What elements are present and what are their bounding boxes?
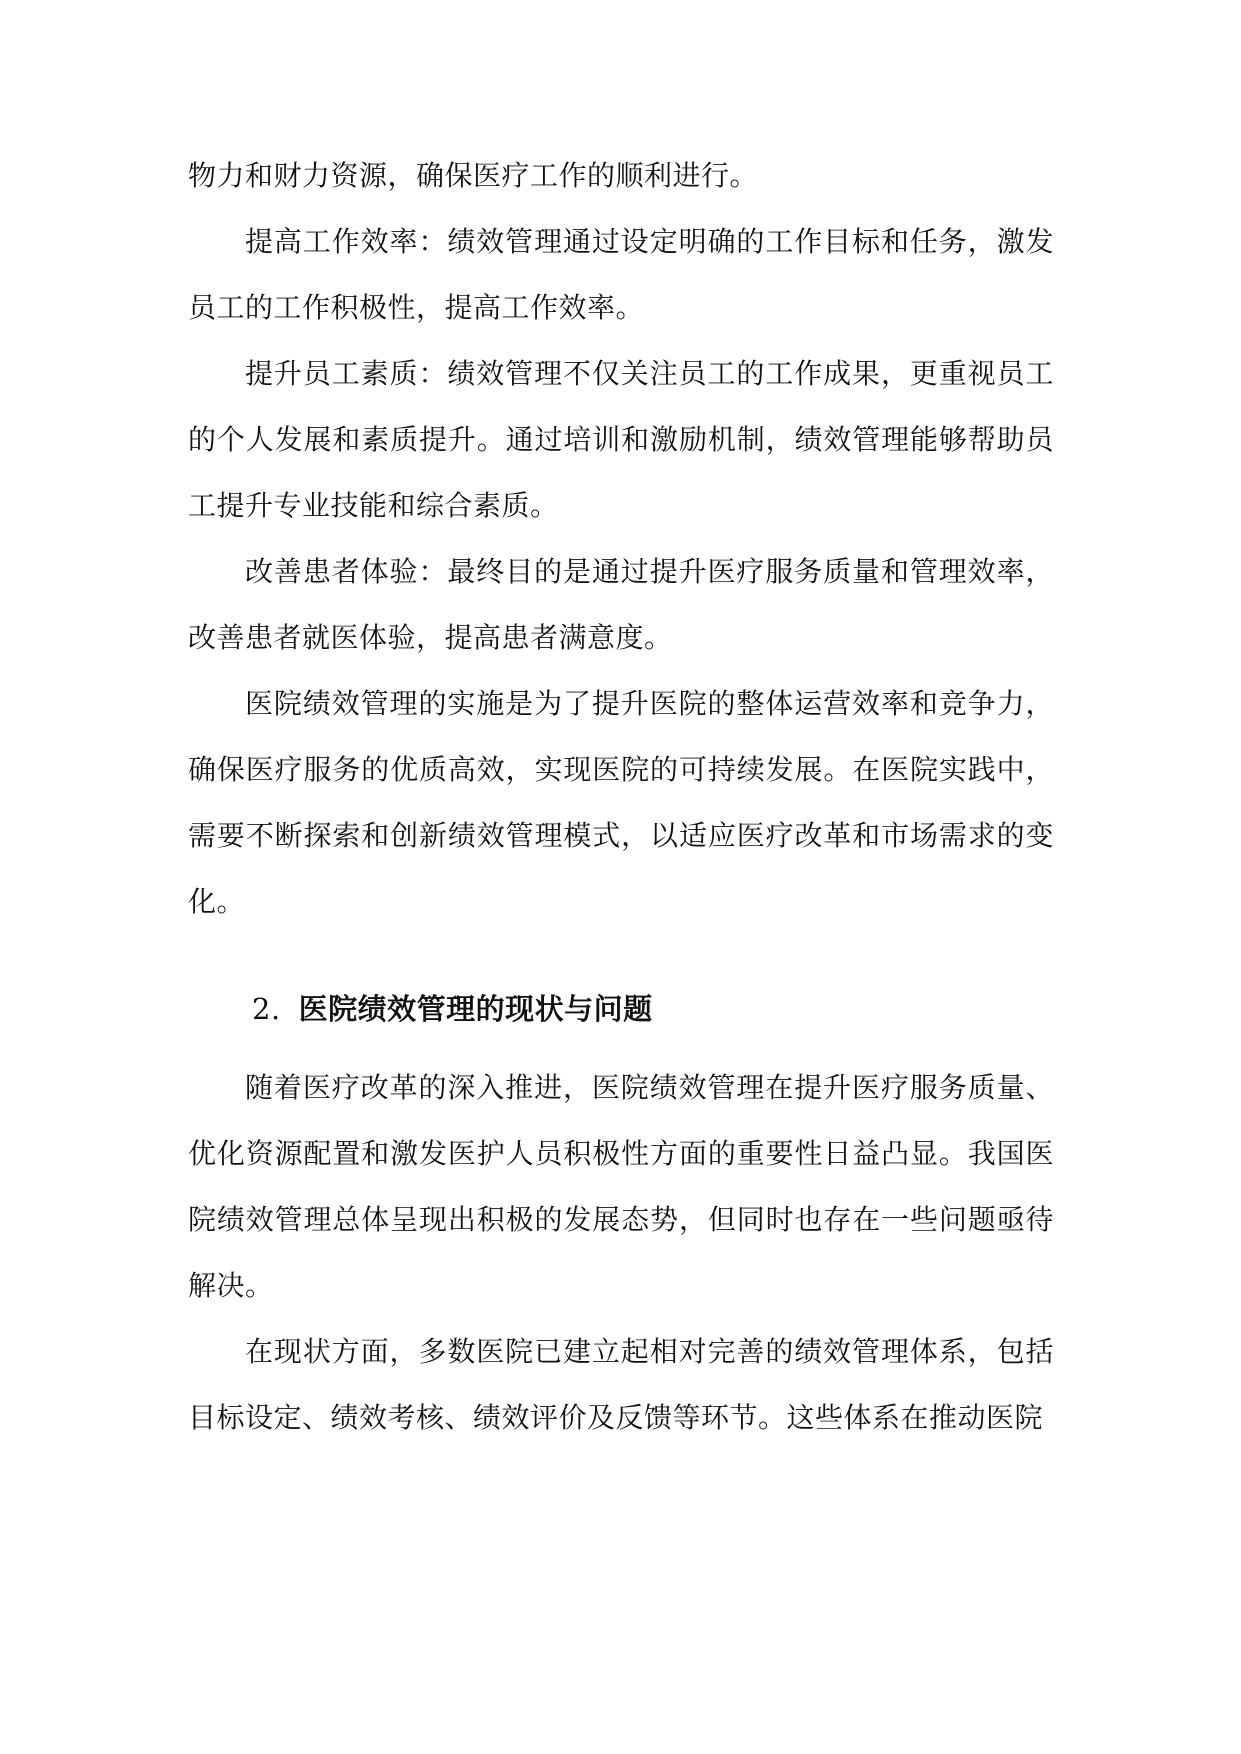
paragraph-improve-efficiency: 提高工作效率：绩效管理通过设定明确的工作目标和任务，激发员工的工作积极性，提高工作效率。 xyxy=(188,225,1054,324)
section-number: 2. xyxy=(252,992,281,1026)
section-title: 医院绩效管理的现状与问题 xyxy=(298,992,653,1026)
paragraph-current-state-detail: 在现状方面，多数医院已建立起相对完善的绩效管理体系，包括目标设定、绩效考核、绩效评价及反馈等环节。这些体系在推动医院 xyxy=(188,1335,1054,1434)
paragraph-resources-continued: 物力和财力资源，确保医疗工作的顺利进行。 xyxy=(188,159,759,192)
section-heading xyxy=(188,979,1054,1039)
paragraph-improve-staff-quality: 提升员工素质：绩效管理不仅关注员工的工作成果，更重视员工的个人发展和素质提升。通过培训和激励机制，绩效管理能够帮助员工提升专业技能和综合素质。 xyxy=(188,357,1054,522)
paragraph-implementation-summary: 医院绩效管理的实施是为了提升医院的整体运营效率和竞争力，确保医疗服务的优质高效，实现医院的可持续发展。在医院实践中，需要不断探索和创新绩效管理模式，以适应医疗改革和市场需求的变化。 xyxy=(188,687,1054,918)
paragraph-patient-experience: 改善患者体验：最终目的是通过提升医疗服务质量和管理效率，改善患者就医体验，提高患者满意度。 xyxy=(188,555,1054,654)
document-body xyxy=(188,143,1054,1451)
paragraph-current-state-intro: 随着医疗改革的深入推进，医院绩效管理在提升医疗服务质量、优化资源配置和激发医护人员积极性方面的重要性日益凸显。我国医院绩效管理总体呈现出积极的发展态势，但同时也存在一些问题亟待解决。 xyxy=(188,1071,1054,1302)
